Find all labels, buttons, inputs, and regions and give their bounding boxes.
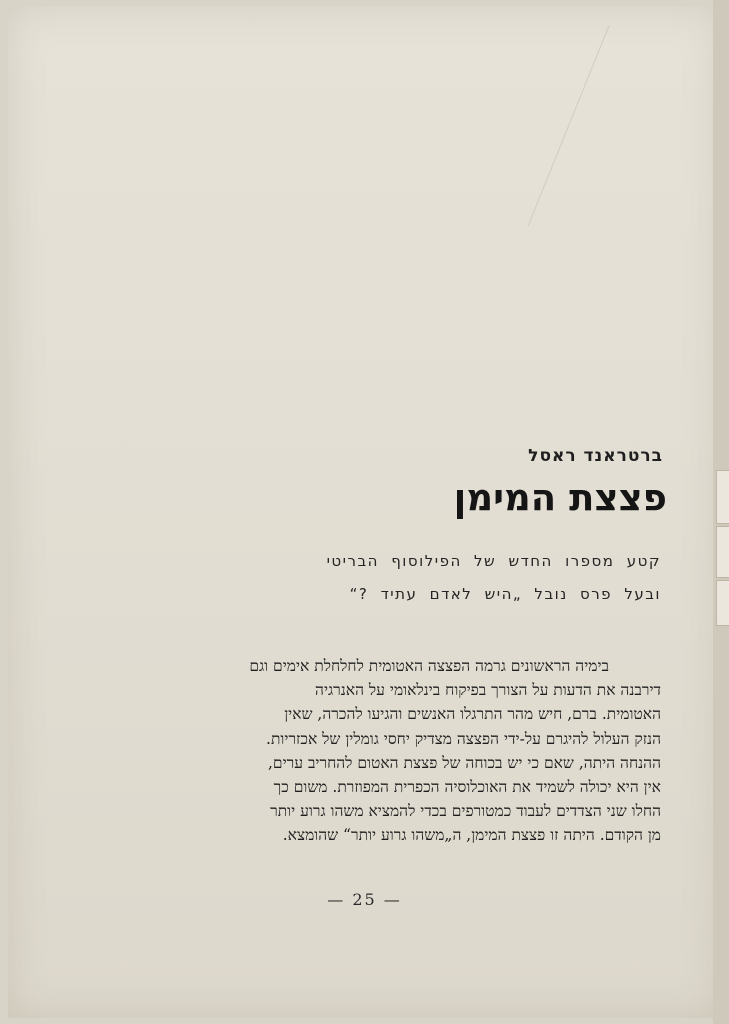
page-tab-lower bbox=[716, 580, 729, 626]
page-tab-middle bbox=[716, 526, 729, 578]
subtitle-line: קטע מספרו החדש של הפילוסוף הבריטי bbox=[326, 552, 661, 570]
author-name: ברטראנד ראסל bbox=[528, 446, 663, 466]
body-line: הנזק העלול להיגרם על-ידי הפצצה מצדיק יחסי גומלין של אכזריות. bbox=[266, 729, 661, 748]
page-tab-upper bbox=[716, 470, 729, 524]
subtitle-line: ובעל פרס נובל „היש לאדם עתיד ?“ bbox=[349, 585, 661, 603]
body-line: החלו שני הצדדים לעבוד כמטורפים בכדי להמציא משהו גרוע יותר bbox=[270, 802, 661, 821]
body-line: מן הקודם. היתה זו פצצת המימן, ה„משהו גרוע יותר“ שהומצא. bbox=[282, 826, 661, 845]
page-number: — 25 — bbox=[327, 890, 402, 909]
article-subtitle bbox=[61, 545, 661, 611]
article-title: פצצת המימן bbox=[453, 476, 667, 519]
article-body bbox=[61, 654, 661, 848]
body-line: דירבנה את הדעות על הצורך בפיקוח בינלאומי על האנרגיה bbox=[315, 681, 661, 700]
paper-crease bbox=[528, 26, 729, 226]
body-line: האטומית. ברם, חיש מהר התרגלו האנשים והגיעו להכרה, שאין bbox=[284, 705, 661, 724]
body-line: ההנחה היתה, שאם כי יש בכוחה של פצצת האטום להחריב ערים, bbox=[267, 753, 661, 772]
body-line: אין היא יכולה לשמיד את האוכלוסיה הכפרית המפוזרת. משום כך bbox=[273, 778, 661, 797]
body-line: בימיה הראשונים גרמה הפצצה האטומית לחלחלת אימים וגם bbox=[249, 657, 609, 675]
